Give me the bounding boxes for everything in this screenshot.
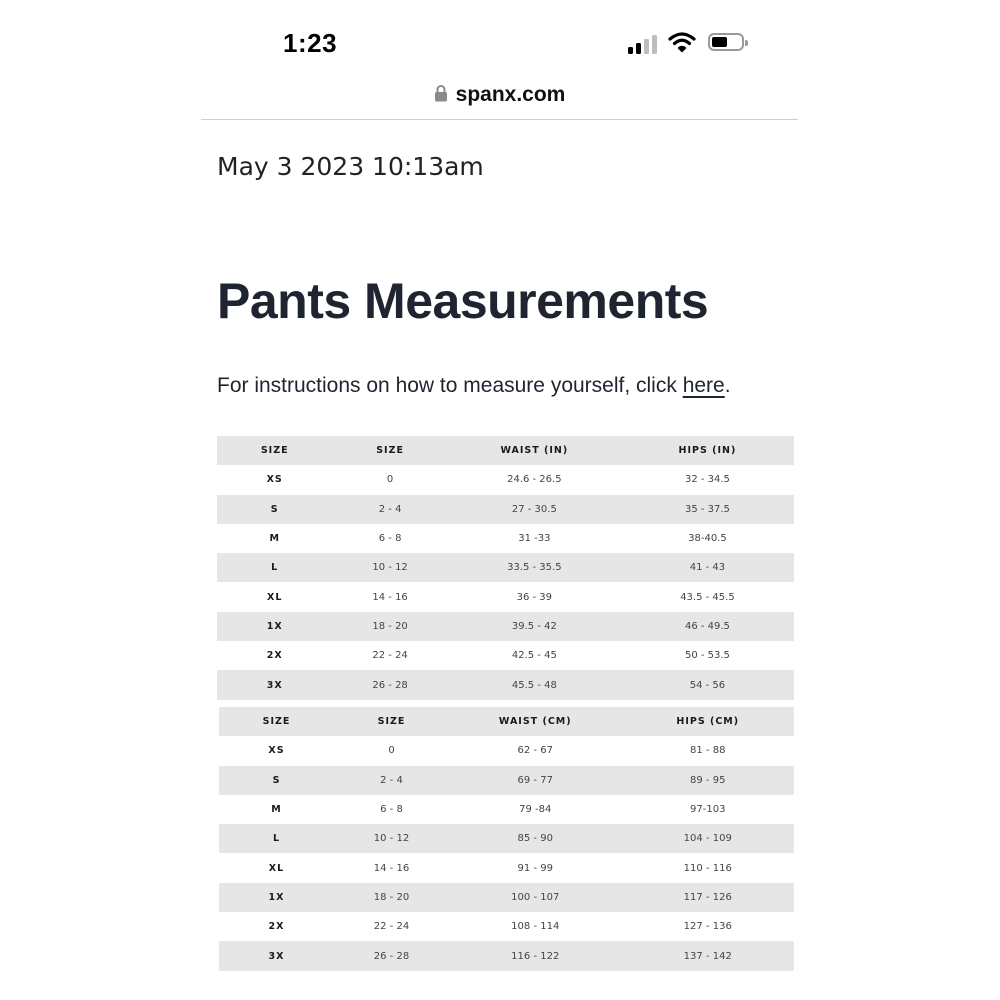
address-bar[interactable]	[201, 80, 798, 120]
status-time: 1:23	[283, 28, 338, 58]
column-header: SIZE	[262, 716, 291, 728]
table-cell: 26 - 28	[373, 950, 410, 962]
table-row	[217, 495, 794, 524]
timestamp: May 3 2023 10:13am	[217, 152, 484, 181]
column-header: WAIST (IN)	[500, 445, 569, 457]
table-row	[219, 883, 794, 912]
table-cell: 32 - 34.5	[684, 474, 730, 486]
column-header: SIZE	[260, 445, 289, 457]
table-row	[219, 766, 794, 795]
table-cell: 14 - 16	[372, 591, 408, 603]
table-cell: 69 - 77	[517, 774, 553, 786]
table-cell: M	[271, 804, 282, 816]
table-cell: 0	[388, 745, 395, 757]
table-cell: 38-40.5	[688, 533, 727, 545]
table-cell: 27 - 30.5	[511, 503, 557, 515]
table-cell: 26 - 28	[372, 679, 408, 691]
table-cell: 31 -33	[518, 533, 551, 545]
table-cell: 2 - 4	[378, 503, 402, 515]
table-cell: 24.6 - 26.5	[507, 474, 562, 486]
battery-icon	[708, 33, 744, 51]
table-cell: 3X	[266, 679, 283, 691]
table-cell: 2X	[266, 650, 283, 662]
table-cell: L	[272, 833, 281, 845]
table-header-row	[217, 436, 794, 465]
table-cell: 35 - 37.5	[684, 503, 730, 515]
table-cell: 81 - 88	[690, 745, 726, 757]
table-row	[217, 524, 794, 553]
table-cell: 1X	[266, 620, 283, 632]
table-cell: 62 - 67	[517, 745, 553, 757]
table-cell: 79 -84	[519, 804, 552, 816]
table-cell: XS	[268, 745, 285, 757]
column-header: HIPS (CM)	[676, 716, 740, 728]
table-row	[219, 912, 794, 941]
table-cell: 18 - 20	[373, 891, 410, 903]
table-cell: 117 - 126	[683, 891, 732, 903]
table-cell: 46 - 49.5	[684, 620, 730, 632]
column-header: SIZE	[377, 716, 406, 728]
table-cell: 6 - 8	[380, 804, 403, 816]
status-bar	[0, 0, 1000, 80]
table-cell: 127 - 136	[683, 921, 732, 933]
size-table-inches	[217, 436, 794, 700]
table-row	[219, 853, 794, 882]
table-row	[217, 465, 794, 494]
table-row	[219, 736, 794, 765]
table-cell: 100 - 107	[511, 891, 560, 903]
cellular-signal-icon	[628, 32, 660, 54]
table-cell: XS	[266, 474, 283, 486]
table-cell: 2X	[268, 921, 285, 933]
table-cell: 43.5 - 45.5	[680, 591, 735, 603]
table-cell: 91 - 99	[517, 862, 553, 874]
table-row	[219, 824, 794, 853]
table-cell: 97-103	[690, 804, 726, 816]
column-header: SIZE	[376, 445, 404, 457]
table-cell: XL	[267, 591, 283, 603]
table-cell: M	[269, 533, 280, 545]
column-header: HIPS (IN)	[678, 445, 737, 457]
table-cell: 50 - 53.5	[684, 650, 730, 662]
table-cell: 1X	[268, 891, 285, 903]
table-cell: 41 - 43	[689, 562, 726, 574]
table-cell: 54 - 56	[689, 679, 726, 691]
table-cell: 108 - 114	[511, 921, 560, 933]
instructions-link[interactable]: here	[682, 374, 725, 397]
instructions-prefix: For instructions on how to measure yourself, click	[217, 374, 683, 397]
table-cell: S	[272, 774, 281, 786]
page-title: Pants Measurements	[217, 273, 709, 329]
url-text: spanx.com	[455, 83, 566, 106]
lock-icon	[434, 84, 448, 102]
table-row	[219, 795, 794, 824]
table-cell: 3X	[268, 950, 285, 962]
table-header-row	[219, 707, 794, 736]
table-row	[219, 941, 794, 970]
instructions-text	[217, 374, 731, 398]
table-row	[217, 612, 794, 641]
table-cell: 10 - 12	[373, 833, 410, 845]
table-cell: 2 - 4	[380, 774, 403, 786]
size-table-centimeters	[219, 707, 794, 971]
table-cell: 39.5 - 42	[511, 620, 557, 632]
table-cell: L	[271, 562, 279, 574]
table-cell: 0	[386, 474, 394, 486]
instructions-suffix: .	[724, 374, 731, 397]
table-cell: 89 - 95	[690, 774, 726, 786]
table-cell: 85 - 90	[517, 833, 553, 845]
wifi-icon	[668, 30, 696, 54]
table-cell: 45.5 - 48	[511, 679, 557, 691]
table-cell: XL	[268, 862, 285, 874]
table-cell: 116 - 122	[511, 950, 560, 962]
table-cell: S	[270, 503, 279, 515]
table-cell: 10 - 12	[372, 562, 408, 574]
table-cell: 14 - 16	[373, 862, 410, 874]
table-cell: 42.5 - 45	[511, 650, 557, 662]
table-row	[217, 582, 794, 611]
table-cell: 110 - 116	[683, 862, 732, 874]
table-cell: 18 - 20	[372, 620, 408, 632]
table-row	[217, 641, 794, 670]
table-row	[217, 670, 794, 699]
table-row	[217, 553, 794, 582]
table-cell: 104 - 109	[683, 833, 732, 845]
table-cell: 137 - 142	[683, 950, 732, 962]
table-cell: 22 - 24	[372, 650, 408, 662]
table-cell: 33.5 - 35.5	[507, 562, 562, 574]
column-header: WAIST (CM)	[498, 716, 572, 728]
table-cell: 36 - 39	[516, 591, 553, 603]
table-cell: 22 - 24	[373, 921, 410, 933]
table-cell: 6 - 8	[378, 533, 402, 545]
